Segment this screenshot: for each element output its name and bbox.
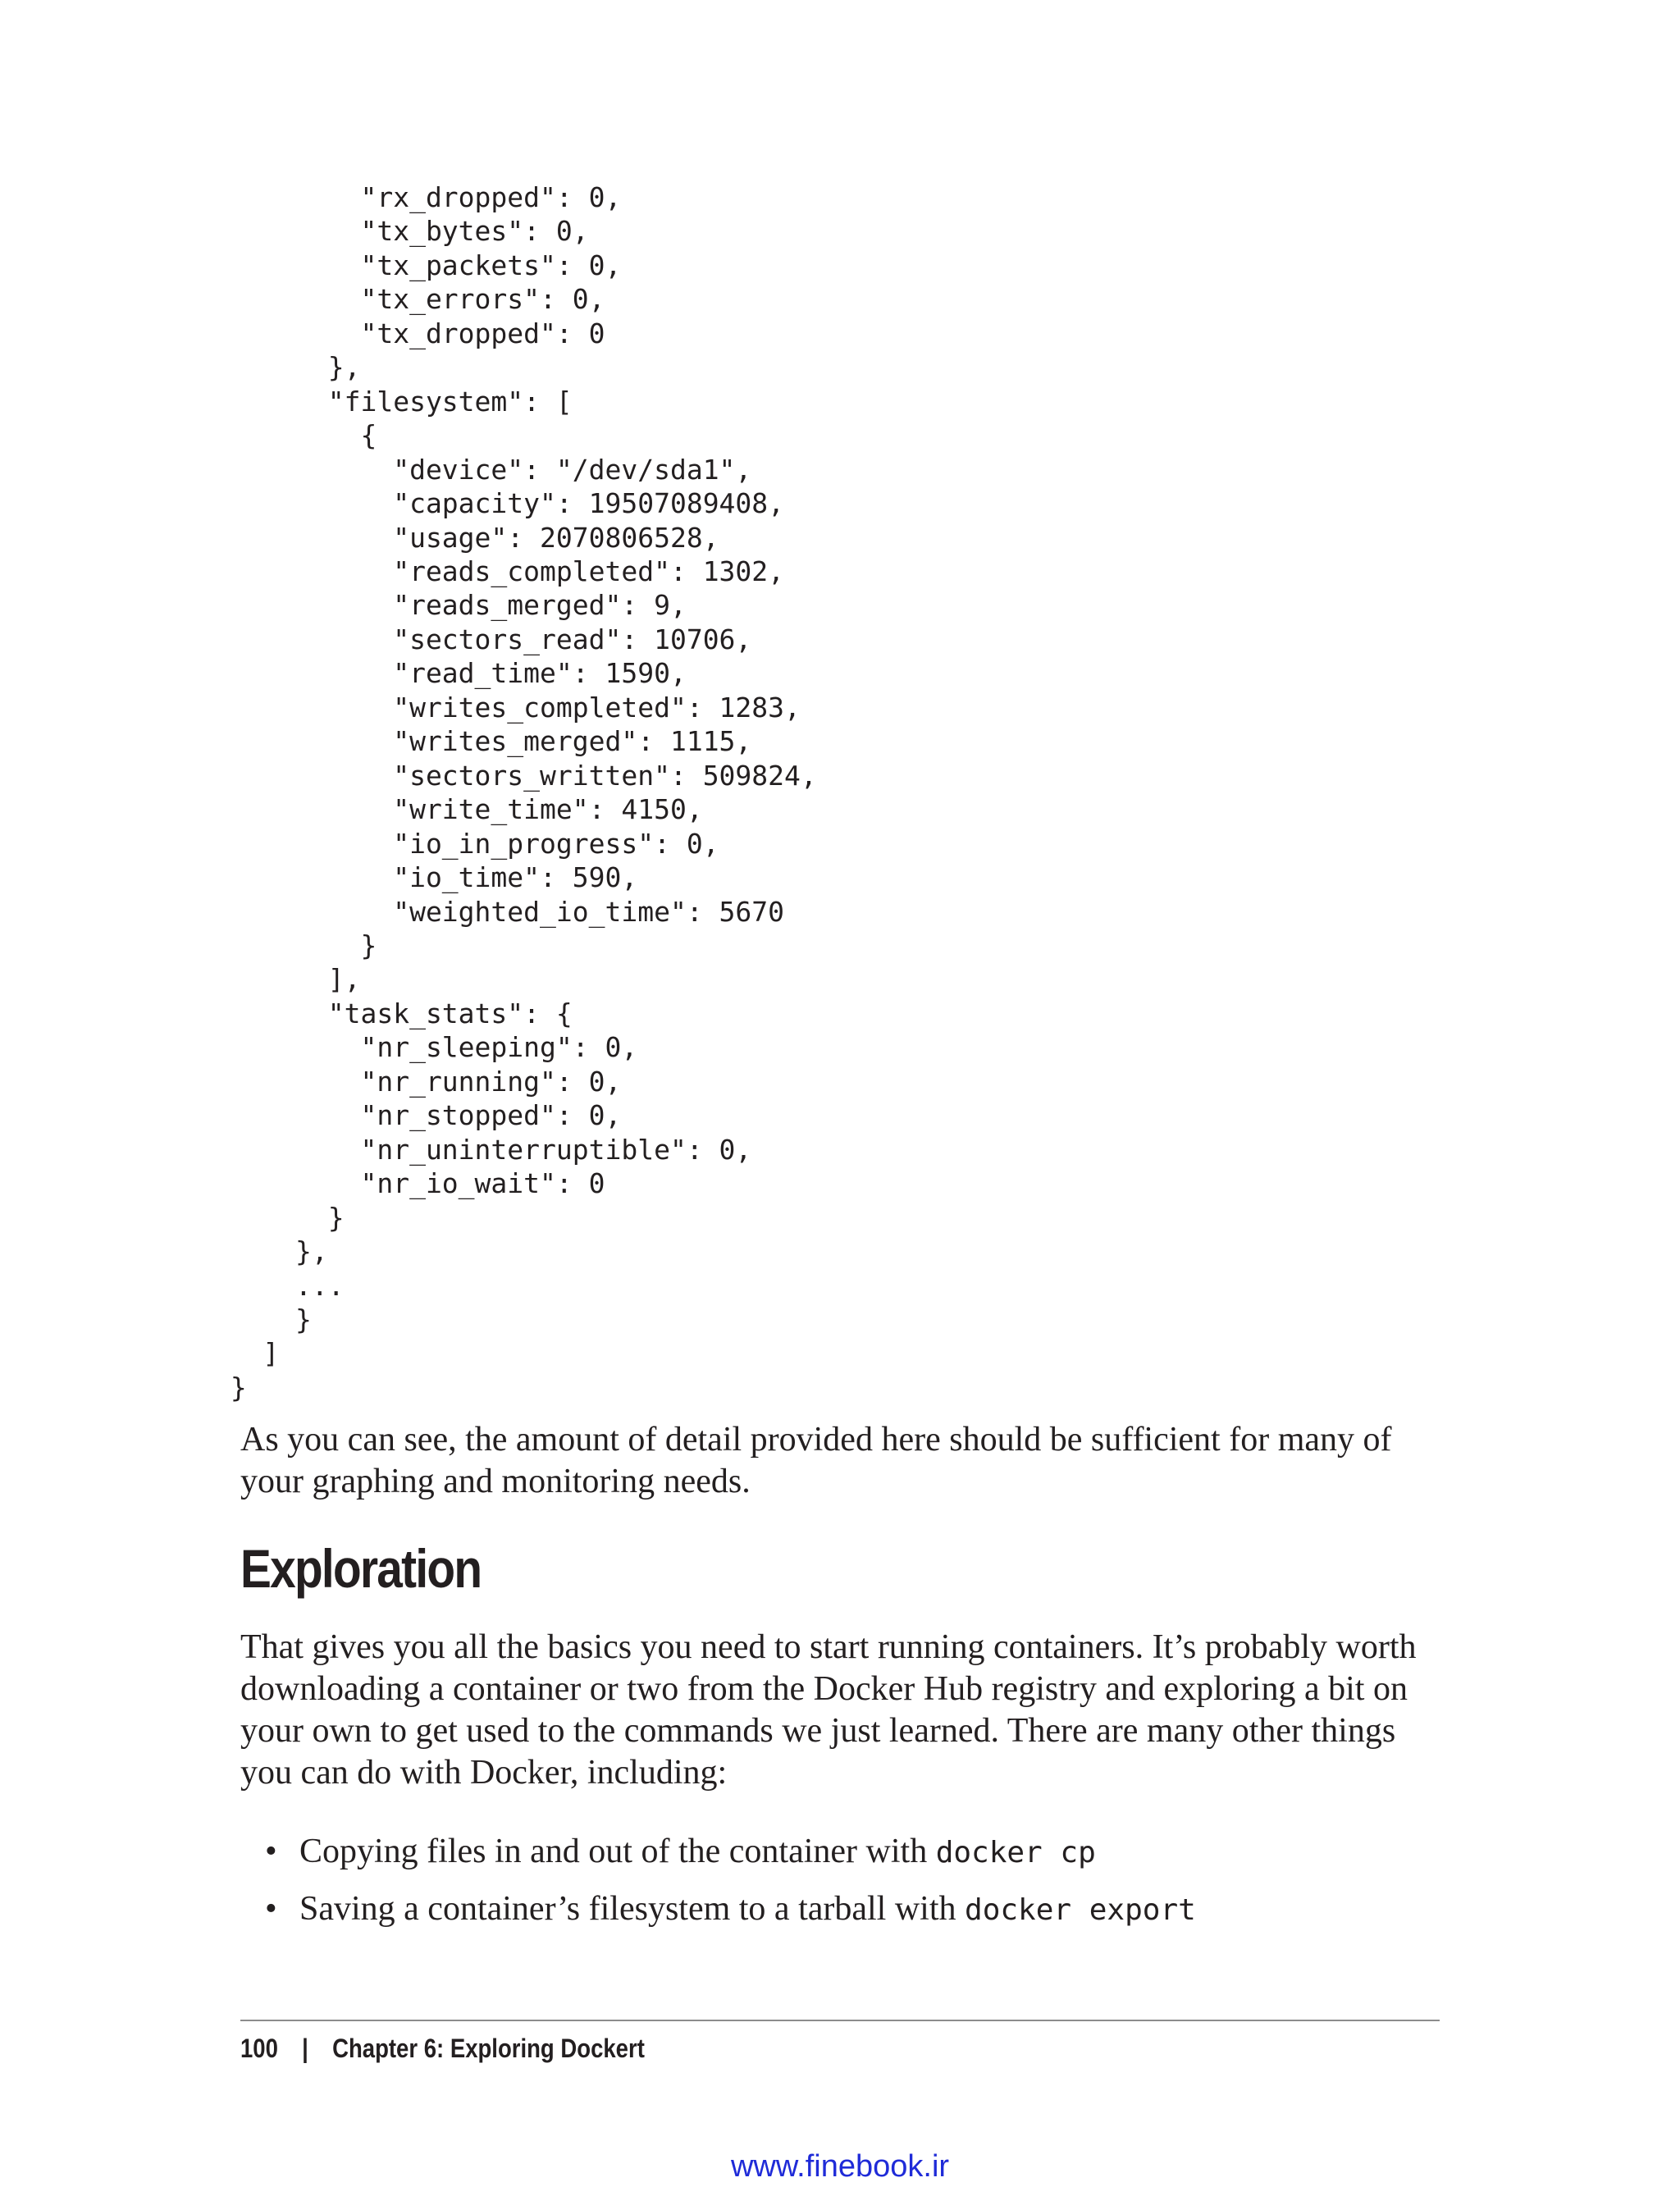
code-line: "reads_completed": 1302, xyxy=(295,555,785,587)
chapter-title: Chapter 6: Exploring Dockert xyxy=(332,2034,645,2063)
bullet-list xyxy=(240,1831,1440,1946)
code-line: }, xyxy=(295,1235,328,1268)
list-item-text: Copying files in and out of the container with xyxy=(299,1833,936,1870)
code-line: "tx_dropped": 0 xyxy=(295,317,605,349)
code-line: "read_time": 1590, xyxy=(295,657,687,690)
page-footer xyxy=(240,2032,645,2065)
list-item-code: docker export xyxy=(965,1893,1196,1927)
code-line: "capacity": 19507089408, xyxy=(295,487,785,520)
code-line: "write_time": 4150, xyxy=(295,793,703,826)
code-line: "reads_merged": 9, xyxy=(295,589,687,622)
code-line: } xyxy=(295,1201,345,1234)
code-line: "task_stats": { xyxy=(295,997,573,1029)
code-line: "tx_errors": 0, xyxy=(295,283,605,316)
code-line: "filesystem": [ xyxy=(295,385,573,418)
code-line: "sectors_read": 10706, xyxy=(295,623,752,655)
code-line: "usage": 2070806528, xyxy=(295,521,719,554)
list-item-code: docker cp xyxy=(935,1836,1096,1869)
footer-separator: | xyxy=(302,2034,308,2063)
list-item-text: Saving a container’s filesystem to a tarball with xyxy=(299,1890,966,1928)
footer-divider xyxy=(240,2020,1440,2021)
body-paragraph-summary: As you can see, the amount of detail provided here should be sufficient for many of your graphing and monitoring needs. xyxy=(240,1421,1392,1500)
code-line: }, xyxy=(295,351,361,384)
list-item xyxy=(240,1888,1440,1930)
code-line: "nr_sleeping": 0, xyxy=(295,1031,638,1064)
bullet-icon: • xyxy=(265,1833,277,1870)
code-line: "writes_merged": 1115, xyxy=(295,725,752,758)
code-line: ], xyxy=(295,963,361,996)
code-line: } xyxy=(295,929,377,961)
section-heading: Exploration xyxy=(240,1538,482,1599)
code-line: "rx_dropped": 0, xyxy=(295,181,622,213)
page-number: 100 xyxy=(240,2034,278,2063)
code-line: { xyxy=(295,419,377,452)
list-item xyxy=(240,1831,1440,1873)
code-line: "weighted_io_time": 5670 xyxy=(295,895,785,928)
code-line: ] xyxy=(262,1337,280,1370)
code-line: "nr_running": 0, xyxy=(295,1065,622,1098)
code-listing xyxy=(230,180,817,1404)
code-line: ... xyxy=(295,1269,345,1302)
code-line: "nr_io_wait": 0 xyxy=(295,1167,605,1200)
code-line: "writes_completed": 1283, xyxy=(295,691,801,724)
watermark-link[interactable]: www.finebook.ir xyxy=(730,2149,950,2184)
body-paragraph-intro: That gives you all the basics you need to start running containers. It’s probably worth downloading a container or two from the Docker Hub registry and exploring a bit on your own to get used to the commands we just learned. There are many other things you can do with Docker, including: xyxy=(240,1628,1417,1792)
code-line: } xyxy=(230,1371,247,1404)
code-line: "nr_stopped": 0, xyxy=(295,1099,622,1132)
code-line: } xyxy=(295,1303,312,1335)
code-line: "device": "/dev/sda1", xyxy=(295,453,752,486)
code-line: "tx_bytes": 0, xyxy=(295,215,589,248)
code-line: "tx_packets": 0, xyxy=(295,249,622,281)
code-line: "io_time": 590, xyxy=(295,861,638,894)
code-line: "sectors_written": 509824, xyxy=(295,759,817,792)
code-line: "nr_uninterruptible": 0, xyxy=(295,1133,752,1166)
bullet-icon: • xyxy=(265,1890,277,1928)
code-line: "io_in_progress": 0, xyxy=(295,827,719,860)
